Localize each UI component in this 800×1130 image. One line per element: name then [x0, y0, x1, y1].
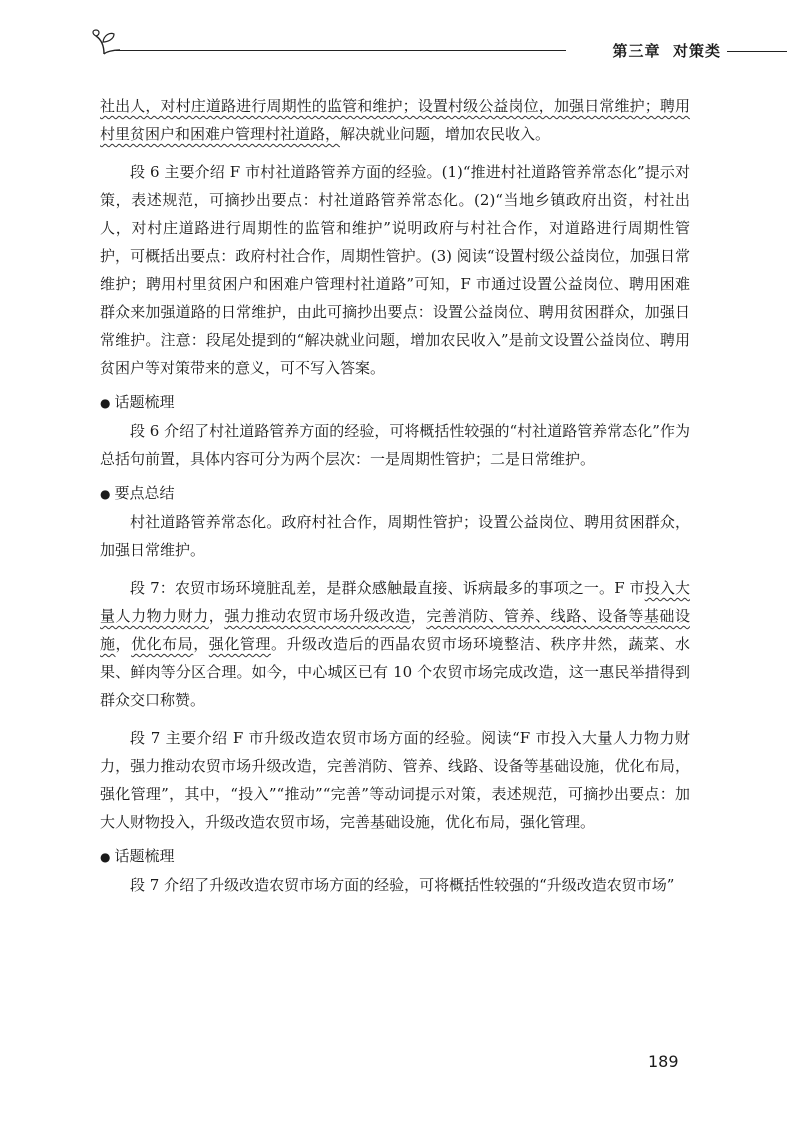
punctuation: ，	[193, 635, 209, 653]
underlined-text: 完善消防、管养、线路、设备等基础设施	[100, 607, 690, 653]
heading-text: 话题梳理	[114, 393, 175, 411]
punctuation: ，	[410, 607, 427, 625]
header-rule-right	[727, 51, 787, 52]
topic-paragraph-7: 段 7 介绍了升级改造农贸市场方面的经验，可将概括性较强的“升级改造农贸市场”	[130, 876, 675, 894]
chapter-label	[566, 40, 787, 61]
bullet-icon: ●	[100, 396, 111, 410]
underlined-text: 社出人，对村庄道路进行周期性的监管和维护；设置村级公益岗位，加强日常维护；聘用村里贫困户和困难户管理村社道路，	[100, 97, 690, 143]
chapter-number: 第三章	[612, 42, 661, 60]
underlined-text: 强化管理	[208, 635, 271, 653]
section-heading-summary	[100, 479, 690, 508]
paragraph-continued	[100, 92, 690, 148]
paragraph-text: 。升级改造后的西晶农贸市场环境整洁、秩序井然，蔬菜、水果、鲜肉等分区合理。如今，中心城区已有 10 个农贸市场完成改造，这一惠民举措得到群众交口称赞。	[100, 635, 690, 709]
paragraph-text: 解决就业问题，增加农民收入。	[340, 125, 551, 143]
page-header	[86, 28, 776, 68]
analysis-paragraph-6: 段 6 主要介绍 F 市村社道路管养方面的经验。(1)“推进村社道路管养常态化”提示对策，表述规范，可摘抄出要点：村社道路管养常态化。(2)“当地乡镇政府出资，村社出人，对村庄道路进行周期性的监管和维护”说明政府与村社合作，对道路进行周期性管护，可概括出要点：政府村社合作，周期性管护。(3) 阅读“设置村级公益岗位，加强日常维护；聘用村里贫困户和困难户管理村社道路”可知，F 市通过设置公益岗位、聘用困难群众来加强道路的日常维护，由此可摘抄出要点：设置公益岗位、聘用贫困群众，加强日常维护。注意：段尾处提到的“解决就业问题，增加农民收入”是前文设置公益岗位、聘用贫困户等对策带来的意义，可不写入答案。	[100, 163, 690, 377]
bullet-icon: ●	[100, 850, 111, 864]
bullet-icon: ●	[100, 487, 111, 501]
chapter-title: 对策类	[672, 42, 721, 60]
punctuation: ，	[115, 635, 132, 653]
page-body	[100, 92, 690, 899]
paragraph-text: 段 7：农贸市场环境脏乱差，是群众感触最直接、诉病最多的事项之一。F 市	[130, 579, 645, 597]
material-paragraph-7	[100, 574, 690, 714]
section-heading-topic	[100, 388, 690, 417]
section-heading-topic-2	[100, 842, 690, 871]
sprout-icon	[90, 28, 120, 56]
heading-text: 要点总结	[114, 484, 175, 502]
analysis-paragraph-7: 段 7 主要介绍 F 市升级改造农贸市场方面的经验。阅读“F 市投入大量人力物力财力，强力推动农贸市场升级改造，完善消防、管养、线路、设备等基础设施，优化布局，强化管理”，其中，“投入”“推动”“完善”等动词提示对策，表述规范，可摘抄出要点：加大人财物投入，升级改造农贸市场，完善基础设施，优化布局，强化管理。	[100, 729, 690, 831]
topic-paragraph-6: 段 6 介绍了村社道路管养方面的经验，可将概括性较强的“村社道路管养常态化”作为总括句前置，具体内容可分为两个层次：一是周期性管护；二是日常维护。	[100, 422, 690, 468]
underlined-text: 强力推动农贸市场升级改造	[224, 607, 411, 625]
underlined-text: 投入大量人力物力财力	[100, 579, 690, 625]
punctuation: ，	[208, 607, 225, 625]
heading-text: 话题梳理	[114, 847, 175, 865]
underlined-text: 优化布局	[131, 635, 194, 653]
page-number: 189	[648, 1052, 679, 1071]
summary-paragraph-6: 村社道路管养常态化。政府村社合作，周期性管护；设置公益岗位、聘用贫困群众，加强日常维护。	[100, 513, 690, 559]
